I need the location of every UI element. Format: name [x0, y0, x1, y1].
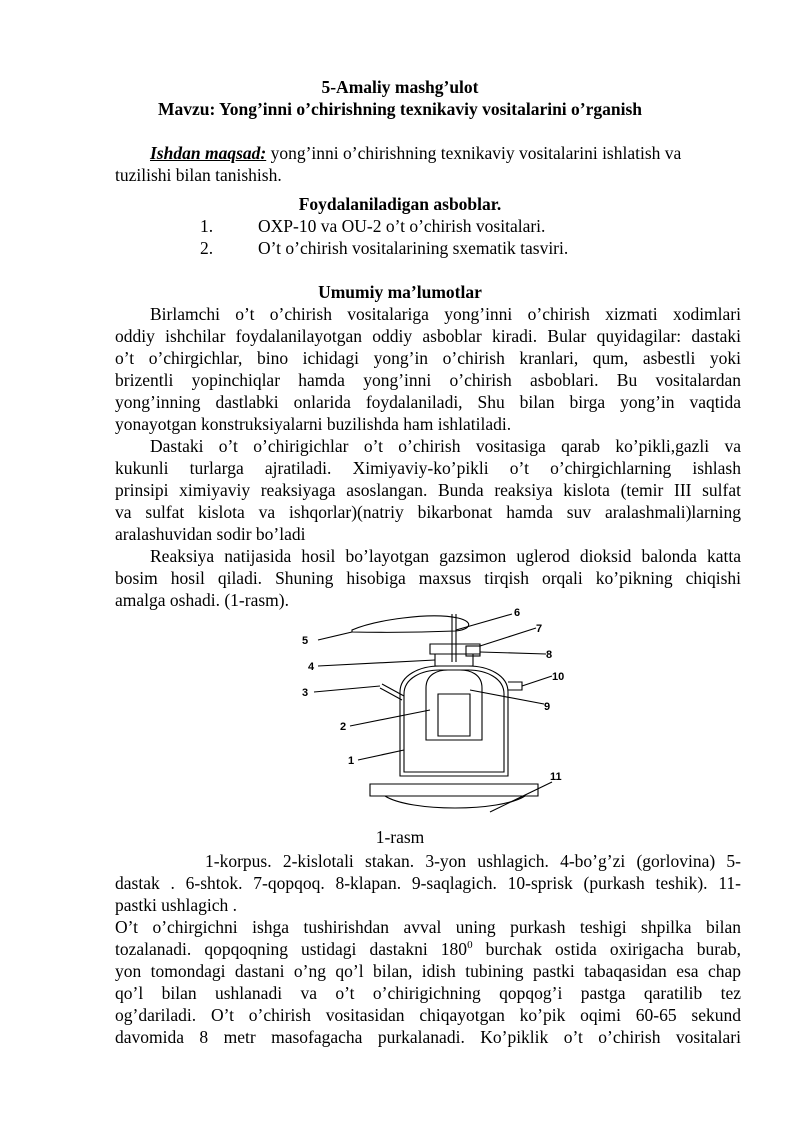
acid-cup-shape	[426, 670, 482, 740]
usage-line-6: davomida 8 metr masofagacha purkalanadi. Ko’piklik o’t o’chirish vositalari	[115, 1027, 741, 1047]
diagram-label-1: 1	[348, 755, 355, 767]
degree-superscript: 0	[467, 939, 473, 952]
p1-line-2: oddiy ishchilar foydalanilayotgan oddiy asboblar kiradi. Bular quyidagilar: dastaki	[115, 326, 741, 346]
p3-line-1: Reaksiya natijasida hosil bo’layotgan gazsimon uglerod dioksid balonda katta	[150, 546, 741, 566]
usage-line-2	[115, 938, 741, 960]
diagram-label-10: 10	[552, 671, 565, 683]
goal-line-2: tuzilishi bilan tanishish.	[115, 165, 282, 185]
tools-item-2-text: O’t o’chirish vositalarining sxematik tasviri.	[258, 238, 569, 258]
handle-shape	[352, 616, 469, 632]
p1-line-6: yonayotgan konstruksiyalarni buzilishda ham ishlatiladi.	[115, 414, 512, 434]
diagram-label-7: 7	[536, 623, 543, 635]
tools-item-1-text: OXP-10 va OU-2 o’t o’chirish vositalari.	[258, 216, 546, 236]
tools-item-1-num: 1.	[200, 216, 214, 236]
diagram-label-9: 9	[544, 701, 551, 713]
usage-line-2-start: tozalanadi. qopqoqning ustidagi dastakni 180	[115, 939, 468, 959]
legend-line-3: pastki ushlagich .	[115, 895, 237, 915]
goal-label: Ishdan maqsad:	[150, 143, 267, 163]
p1-line-5: yong’inning dastlabki onlarida foydalaniladi, Shu bilan birga yong’in vaqtida	[115, 392, 741, 412]
usage-line-2-end: burchak ostida oxirigacha burab,	[472, 939, 741, 959]
usage-line-4: qo’l bilan ushlanadi va o’t o’chirigichning qopqog’i pastga qaratilib tez	[115, 983, 741, 1003]
usage-line-1: O’t o’chirgichni ishga tushirishdan avval uning purkash teshigi shpilka bilan	[115, 917, 741, 937]
practice-title: 5-Amaliy mashg’ulot	[321, 77, 479, 97]
diagram-label-3: 3	[302, 687, 309, 699]
goal-text-1: yong’inni o’chirishning texnikaviy vositalarini ishlatish va	[266, 143, 682, 163]
p2-line-2: kukunli turlarga ajratiladi. Ximiyaviy-ko’pikli o’t o’chirgichlarning ishlash	[115, 458, 741, 478]
general-heading: Umumiy ma’lumotlar	[318, 282, 482, 302]
diagram-label-2: 2	[340, 721, 347, 733]
p1-line-3: o’t o’chirgichlar, bino ichidagi yong’in o’chirish kranlari, qum, asbestli yoki	[115, 348, 741, 368]
diagram-label-4: 4	[308, 661, 315, 673]
p3-line-3: amalga oshadi. (1-rasm).	[115, 590, 289, 610]
p2-line-4: va sulfat kislota va ishqorlar)(natriy bikarbonat hamda suv aralashmali)larning	[115, 502, 741, 522]
p2-line-3: prinsipi ximiyaviy reaksiyaga asoslangan. Bunda reaksiya kislota (temir III sulfat	[115, 480, 741, 500]
goal-line-1	[150, 142, 681, 164]
base-shape	[370, 784, 538, 796]
usage-line-3: yon tomondagi dastani o’ng qo’l bilan, idish tubining pastki tabaqasidan esa chap	[115, 961, 741, 981]
p2-line-1: Dastaki o’t o’chirigichlar o’t o’chirish vositasiga qarab ko’pikli,gazli va	[150, 436, 741, 456]
p2-line-5: aralashuvidan sodir bo’ladi	[115, 524, 306, 544]
diagram-label-8: 8	[546, 649, 553, 661]
tools-item-2-num: 2.	[200, 238, 214, 258]
fire-extinguisher-diagram	[290, 600, 580, 820]
p1-line-4: brizentli yopinchiqlar hamda yong’inni o’chirish asboblari. Bu vositalardan	[115, 370, 741, 390]
diagram-label-11: 11	[550, 771, 562, 783]
subject-title: Mavzu: Yong’inni o’chirishning texnikaviy vositalarini o’rganish	[157, 99, 643, 119]
nozzle-shape	[508, 682, 522, 690]
body-shape	[400, 666, 508, 776]
p1-line-1: Birlamchi o’t o’chirish vositalariga yong’inni o’chirish xizmati xodimlari	[150, 304, 741, 324]
tools-heading: Foydalaniladigan asboblar.	[298, 194, 502, 214]
diagram-label-5: 5	[302, 635, 309, 647]
legend-line-2: dastak . 6-shtok. 7-qopqoq. 8-klapan. 9-saqlagich. 10-sprisk (purkash teshik). 11-	[115, 873, 741, 893]
figure-caption: 1-rasm	[375, 827, 425, 847]
legend-line-1: 1-korpus. 2-kislotali stakan. 3-yon ushlagich. 4-bo’g’zi (gorlovina) 5-	[205, 851, 741, 871]
p3-line-2: bosim hosil qiladi. Shuning hisobiga maxsus tirqish orqali ko’pikning chiqishi	[115, 568, 741, 588]
usage-line-5: og’dariladi. O’t o’chirish vositasidan chiqayotgan ko’pik oqimi 60-65 sekund	[115, 1005, 741, 1025]
diagram-label-6: 6	[514, 607, 521, 619]
